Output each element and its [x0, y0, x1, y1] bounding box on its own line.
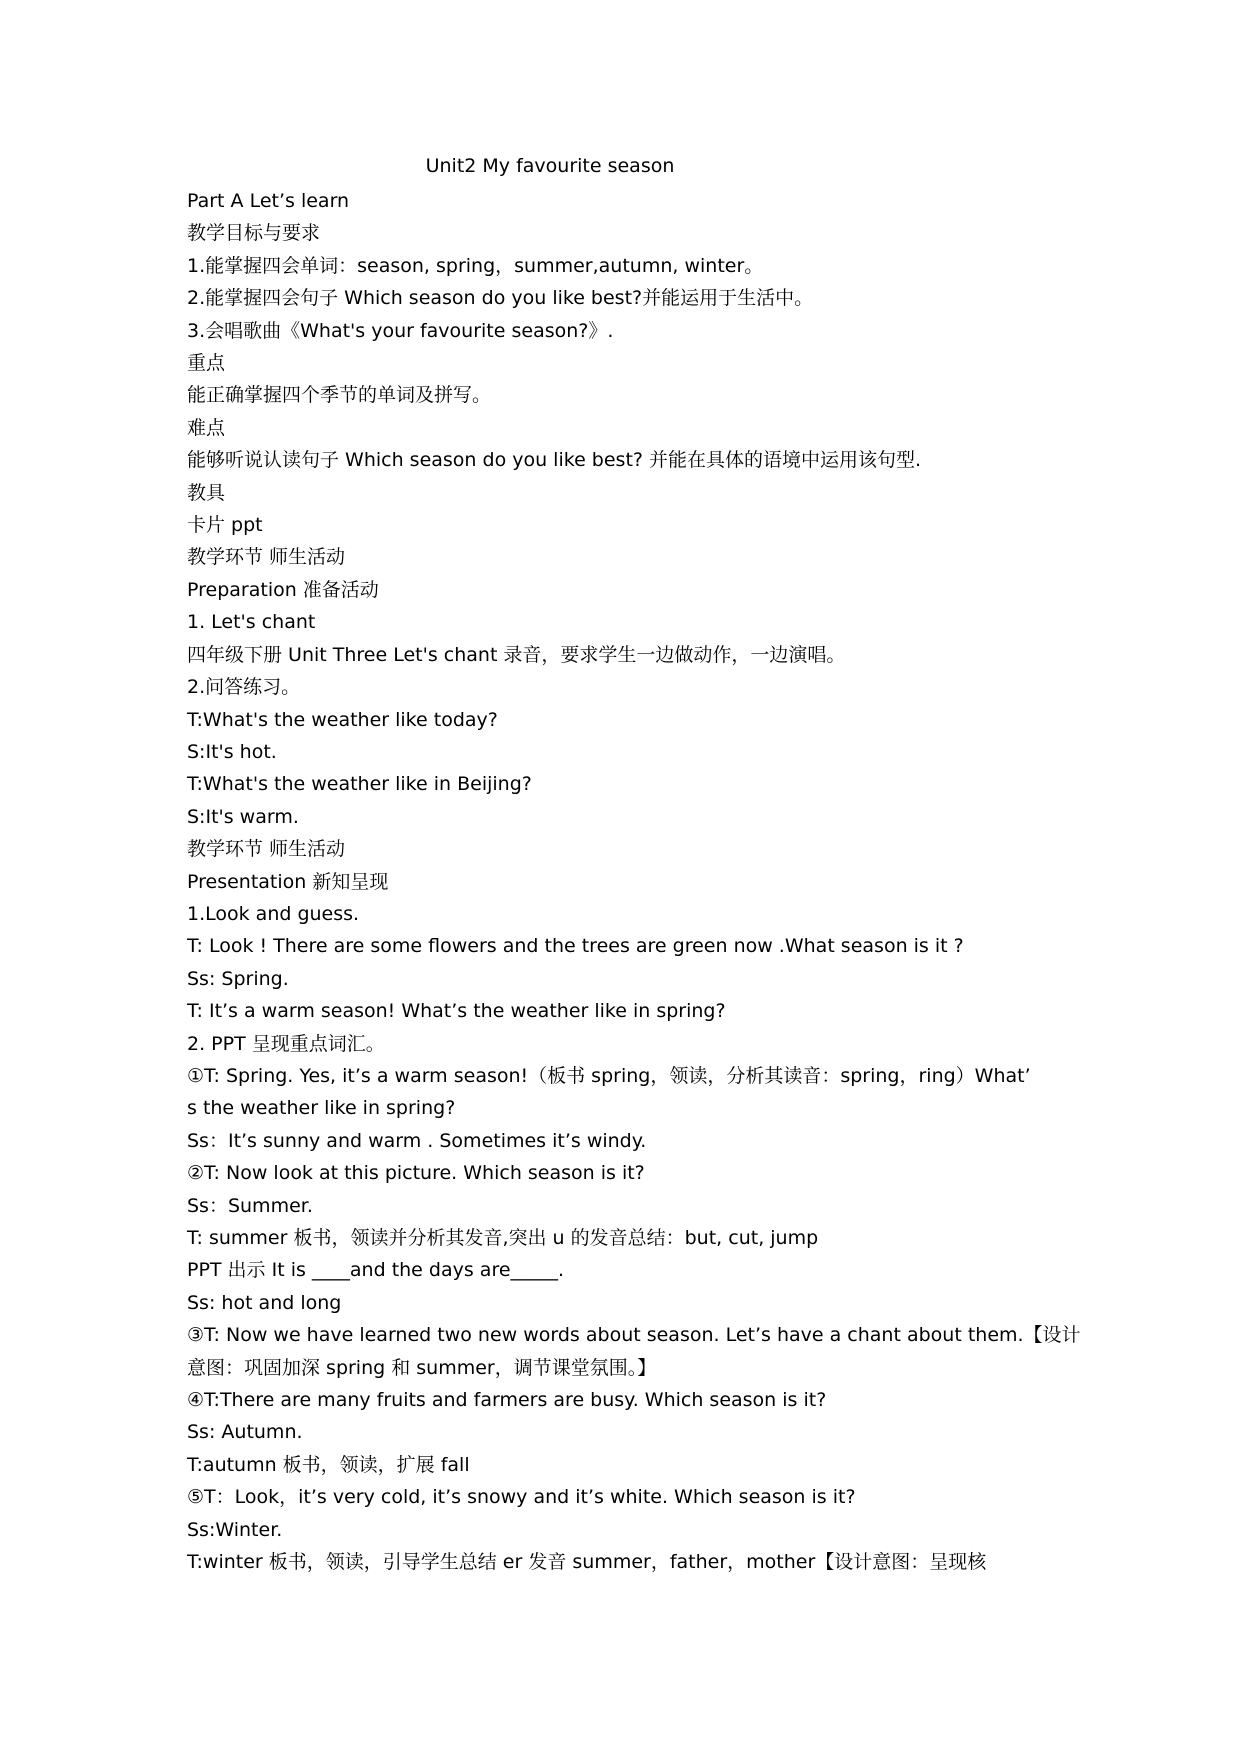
text-line: ①T: Spring. Yes, it’s a warm season!（板书 spring，领读，分析其读音：spring，ring）What’ [187, 1064, 1031, 1087]
text-line: Ss: hot and long [187, 1291, 342, 1314]
text-line: 3.会唱歌曲《What's your favourite season?》. [187, 319, 614, 342]
text-line: Part A Let’s learn [187, 190, 350, 212]
text-line: 重点 [187, 352, 226, 375]
text-line: T:autumn 板书，领读，扩展 fall [187, 1453, 470, 1476]
text-line: Ss：It’s sunny and warm . Sometimes it’s windy. [187, 1129, 647, 1152]
text-line: 教学环节 师生活动 [187, 546, 346, 569]
text-line: 2. PPT 呈现重点词汇。 [187, 1032, 385, 1055]
text-line: 1.Look and guess. [187, 902, 360, 925]
text-line: 教学环节 师生活动 [187, 838, 346, 861]
text-line: 教具 [187, 481, 226, 504]
text-line: ③T: Now we have learned two new words about season. Let’s have a chant about them.【设计 [187, 1324, 1081, 1347]
text-line: Presentation 新知呈现 [187, 870, 389, 893]
text-line: S:It's hot. [187, 740, 277, 763]
text-line: 1.能掌握四会单词：season, spring，summer,autumn, winter。 [187, 254, 764, 277]
text-line: 2.问答练习。 [187, 676, 301, 699]
text-line: 2.能掌握四会句子 Which season do you like best?并能运用于生活中。 [187, 287, 814, 310]
text-line: 难点 [187, 416, 226, 439]
text-line: ④T:There are many fruits and farmers are busy. Which season is it? [187, 1389, 827, 1412]
text-line: T: Look ! There are some flowers and the trees are green now .What season is it ? [187, 935, 964, 958]
text-line: 意图：巩固加深 spring 和 summer，调节课堂氛围。】 [187, 1356, 657, 1379]
text-line: Ss：Summer. [187, 1194, 313, 1217]
text-line: ②T: Now look at this picture. Which season is it? [187, 1162, 645, 1185]
text-line: 1. Let's chant [187, 611, 316, 634]
text-line: Preparation 准备活动 [187, 578, 379, 601]
text-line: s the weather like in spring? [187, 1097, 456, 1120]
text-line: Ss: Autumn. [187, 1421, 303, 1444]
text-line: T:What's the weather like in Beijing? [187, 773, 532, 796]
text-line: T:What's the weather like today? [187, 708, 498, 731]
text-line: ⑤T：Look，it’s very cold, it’s snowy and it’s white. Which season is it? [187, 1486, 856, 1509]
document-body [187, 185, 1081, 1578]
document-title: Unit2 My favourite season [425, 155, 675, 177]
text-line: Ss: Spring. [187, 967, 289, 990]
text-line: T:winter 板书，领读，引导学生总结 er 发音 summer，father，mother【设计意图：呈现核 [187, 1551, 987, 1574]
text-line: 能正确掌握四个季节的单词及拼写。 [187, 384, 492, 407]
text-line: Ss:Winter. [187, 1518, 283, 1541]
text-line: 四年级下册 Unit Three Let's chant 录音，要求学生一边做动作，一边演唱。 [187, 643, 846, 666]
text-line: T: summer 板书，领读并分析其发音,突出 u 的发音总结：but, cut, jump [187, 1227, 819, 1249]
text-line: 卡片 ppt [187, 514, 263, 537]
text-line: 能够听说认读句子 Which season do you like best? 并能在具体的语境中运用该句型. [187, 449, 922, 472]
text-line: S:It's warm. [187, 805, 299, 828]
text-line: PPT 出示 It is ____and the days are_____. [187, 1259, 565, 1282]
text-line: 教学目标与要求 [187, 222, 321, 245]
text-line: T: It’s a warm season! What’s the weather like in spring? [187, 1000, 726, 1023]
